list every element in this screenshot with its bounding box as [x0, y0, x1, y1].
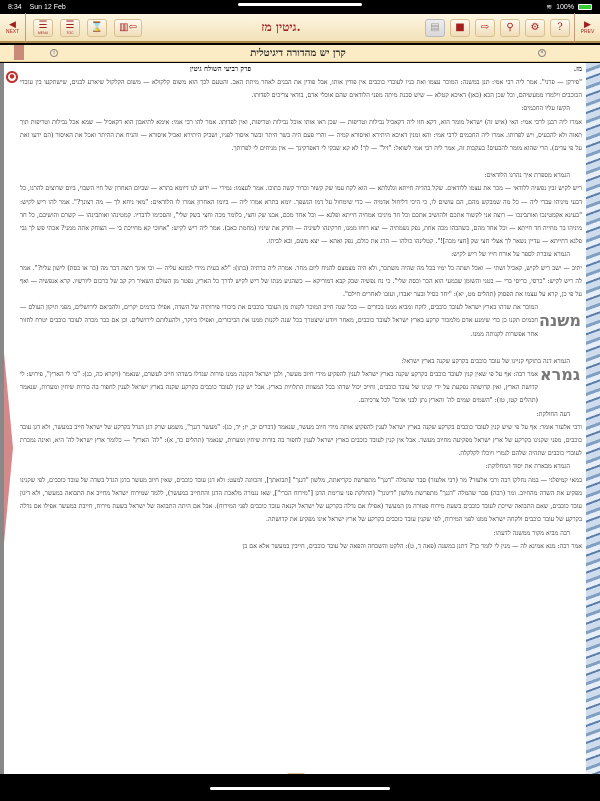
- close-icon[interactable]: ×: [538, 49, 546, 57]
- paragraph: אמרו ליה רבנן לרבי אמי: האי (איש זה) ישראל מומר הוא, דקא חזו ליה דקאכיל נבילות וטריפות — שכן ראו אותו אוכל נבילות וטריפות, ואין לפדותו. אמר להו רבי אמי: אימא לתיאבון הוא דקאכיל — שמא אכל נבילות וטריפות תוך תאוה ולא להכעיס, ויש לפדותו. אמרו ליה החכמים לרבי אמי: והא זמנין דאיכא היתירא ואיסורא קמיה — והרי פעם היה בשר היתר ובשר איסור לפניו, ושביק היתירא ואכיל איסורא — והניח את ההיתר ואכל את האיסור (הם ידעו זאת על פי עדים). הרי שהוא מומר להכעיס! בעקבות זה, אמר ליה רבי אמי לשואל: "זיל" — לך! לא קא שבקי לי דאפרקינך — אין מניחים לי לפרותך.: [20, 118, 582, 153]
- status-time: 8:34: [8, 3, 22, 11]
- bookmark-icon[interactable]: [14, 45, 24, 60]
- wifi-icon: ≋: [546, 4, 553, 11]
- gemara-section: [20, 365, 582, 408]
- paragraph: הגמרא עוברת לספר על אורח חייו של ריש לקיש:: [451, 251, 570, 259]
- right-triangle-icon: ▶: [584, 19, 591, 29]
- toc-label: TOC: [66, 30, 74, 35]
- status-date: Sun 12 Feb: [29, 3, 66, 11]
- mishna-label: משנה: [539, 311, 581, 331]
- prev-label: PREV: [580, 29, 595, 35]
- paragraph: ורבי אלעזר אומר: אף על פי שיש קנין לעובד כוכבים בקרקע שקנה בארץ ישראל לענין להפקיע אותה מידי חיוב מעשר, שנאמר (דברים יב, יז; יד, כג): "מעשר דגנך", משמע שרק דגן הגדל בקרקע של ישראל חייב במעשר, ולא דגן עובד כוכבים, מפני שקנינו בקרקע של ארץ ישראל מפקיעה מחיוב מעשר. אבל אין קנין לעובד כוכבים בארץ ישראל לענין לחפור בה בורות שיחין ומערות, שנאמר (תהלים כד, א): "לה' הארץ" — כלומר ארץ ישראל לה' היא, ואינה נמכרת לעובדי כוכבים שתהיה שלהם לגמרי ויוכלו לקלקלה.: [20, 423, 582, 458]
- status-bar: [0, 0, 600, 14]
- layout-button[interactable]: [425, 19, 445, 37]
- layout-icon: ▤: [430, 21, 440, 33]
- mishna-section: [20, 301, 582, 341]
- menu-label: MENU: [37, 30, 49, 35]
- gemara-intro: הגמרא דנה בתוקף קניינו של עובד כוכבים בקרקע שקנה בארץ ישראל:: [401, 357, 570, 365]
- paragraph: במאי קמיפלגי — במה נחלקו רבה ורבי אלעזר? מר (רבי אלעזר) סבר שהמלה "דגנך" מתפרשת כקריאתה, מלשון "דגנך" [תבואתך], והכוונה למעט: ולא דגן עובד כוכבים, שאין חיוב מעשר בדגן הגדל בשדה של עובד כוכבים, לפי שקנינו מפקיע את השדה מהחיוב. ומר (רבה) סבר שהמלה "דגנך" מתפרשת מלשון "דיגונך" (החלקת פני ערימת הדגן ["מירוח הכרי"], שאז נגמרה מלאכת הדגן והתחייב במעשר), ללמד שמירוח ישראל מחייב את התבואה במעשר, ולא דיגון עובד כוכבים, שאם התבואה שייכת לעובד כוכבים בשעת מירוח פטורה מן המעשר (אפילו אם גדלה בקרקע של ישראל וקנאה עובד כוכבים לפני המירוח). אבל אם היתה התבואה של ישראל בשעת מירוח, חייבת במעשר אפילו אם גדלה בקרקע של עובד כוכבים ולקחה ישראל ממנו לפני המירוח, לפי שקנין עובד כוכבים בקרקע של ארץ ישראל אינו מפקיע את קדושתה.: [20, 476, 582, 524]
- home-indicator[interactable]: [210, 787, 390, 790]
- multitask-indicator[interactable]: [238, 3, 362, 6]
- page-header: [20, 63, 582, 76]
- briefcase-button[interactable]: [450, 19, 470, 37]
- menu-icon: ☰: [38, 19, 48, 31]
- edition-banner: [0, 45, 600, 62]
- goto-button[interactable]: [475, 19, 495, 37]
- next-button[interactable]: [0, 13, 26, 42]
- paragraph: יתיב — ישב ריש לקיש, קאכיל ושתי — ואכל ושתה כל ימיו בכל מה שהיה משתכר, ולא היה מצמצם להניח ליום מחר. אמרה ליה ברתיה (בתו): "לא בעית מידי למזגא עליה — וכי אינך רוצה דבר מה (כר או כסת) לישון עליו?". אמר לה ריש לקיש: "כרסי, כריסי ברי — בטני והשומן שבמעי הוא הכר וכסת שלי". כי נח נפשיה שבק קבא דמוריקא — כשהגיע מנתו של ריש לקיש לדרך כל הארץ, נפטר מן העולם השאיר רק קב של כרכום ליורשיו. קרא אנפשיה — ואף על פי כן, קרא על עצמו את הפסוק (תהלים מט, יא): "יחד כסיל ובער יאבדו, ועזבו לאחרים חילם".: [20, 264, 582, 299]
- paragraph: ריש לקיש זבין נפשיה ללודאי — מכר את עצמו ללודאים. שקל בהדיה חייתא וגלגלתא — הוא לקח עמו שק קשור וכדור קשה בתוכו. אמר לעצמו: גמירי — ידוע לנו דיומא בתרא — שביום האחרון של חיי השבוי, ביום שרוצים להרגו, כל דבעי מיניהו עבדי ליה — כל מה שמבקש מהם, הם עושים לו, כי היכי דליחול אדמיה — כדי שימחול על דמו הנשפך. יומא בתרא אמרו ליה — ביומו האחרון אמרו לו הלודאים: "מאי ניחא לך — מה רצונך?". אמר להו ריש לקיש: "בעינא אקמטינכו ואותבינכו — רוצה אני לקשור אתכם ולהושיב אתכם וכל חד מיניכו אמחיה חייתא ופלגא — וכל אחד מכם, אכנו שק וחצי, כלומר מכה וחצי בשק שלי", והסכימו לדבריו. קמטינהו ואותבינהו — קשרם והושיבם, כל חד מיניהו בר מחייה חד חייתא — וכל אחד מהם, כשהכהו מכה אחת, נפק נשמתיה — יצא רוחו ממנו, חרקינהו לשיניה — וחרק את שיניו (מחמת כאב). אמר ליה ריש לקיש: "אחוכי קא מחייכת בי — הצוחק אתה ממני? אכתי פש לך גבי פלגא דחייתא — עדיין נשאר לך אצלי חצי שק [חצי מכה]!". קטלינהו כולהו — הרג את כולם, נפק ואתא — יצא משם, ובא לביתו.: [20, 185, 582, 246]
- toc-icon: ☰: [65, 19, 75, 31]
- split-view-icon: ▥⇦: [119, 21, 137, 33]
- toc-button[interactable]: [60, 19, 80, 37]
- paragraph: הקשו עליו החכמים:: [521, 105, 570, 113]
- paragraph: "פירקן — פרני". אמר ליה רבי אמי: תנן במשנה: המוכר עצמו ואת בניו לעובדי כוכבים אין פודין אותו, אבל פודין את הבנים לאחר מיתת האב. והטעם לכך הוא משום קלקולא — משום הקלקול שיארע לבנים, שישתקעו בין עובדי הכוכבים וילמדו ממעשיהם, וכל שכן הכא (כאן) דאיכא קטלא — שיש סכנת מיתה מפני הלודאים שהם אוכלי אדם, בודאי צריכים לפדותו.: [20, 79, 582, 100]
- page-settings-icon[interactable]: ●: [6, 71, 18, 83]
- paragraph: דעה החולקת:: [536, 410, 570, 418]
- page-title: גיטין מז.: [261, 20, 301, 34]
- history-button[interactable]: [87, 19, 107, 37]
- battery-percent: 100%: [556, 3, 574, 11]
- info-icon[interactable]: i: [50, 49, 58, 57]
- decorative-margin: [586, 63, 600, 774]
- settings-icon: ⚙: [530, 21, 540, 33]
- settings-button[interactable]: [525, 19, 545, 37]
- toolbar: [0, 14, 600, 43]
- paragraph: אמר רבה: אף על פי שאין קנין לעובד כוכבים בקרקע שקנה בארץ ישראל לענין להפקיע מידי חיוב מעשר, ולכן ישראל הקונה ממנו פירות שגדלו בשדהו חייב לעשרם, שנאמר (ויקרא כה, כג): "כי לי הארץ", פירוש: לי קדושת הארץ, ואין קדושתה נפקעת על ידי קנינו של עובד כוכבים, וחייב יכול שדהו בכל המצוות התלויות בארץ. אבל יש קנין לעובד כוכבים בקרקע שקנה בארץ ישראל לענין לחפור בה בורות שיחין ומערות, שנאמר (תהלים קטו, טז): "השמים שמים לה' והארץ נתן לבני אדם" לכל צרכיהם.: [20, 371, 538, 405]
- next-label: NEXT: [5, 29, 20, 35]
- daf-label: מז.: [573, 65, 582, 73]
- side-panel-tab[interactable]: [4, 353, 13, 543]
- edition-title: קרן יש מהדורה דיגיטלית: [250, 47, 346, 59]
- paragraph: אמר רבה: מנא אמינא לה — מנין לי לומר כך? דתנן במשנה (פאה ד, ט): הלקט והשכחה והפאה של עובד כוכבים, חייבין במעשר אלא אם כן: [242, 542, 582, 550]
- help-button[interactable]: [550, 19, 570, 37]
- split-view-button[interactable]: [114, 19, 142, 37]
- paragraph: רבה מביא מקור ממשנה לדעתו:: [493, 529, 570, 537]
- prev-button[interactable]: [574, 13, 600, 42]
- chapter-header: פרק רביעי השולח גיטין: [190, 65, 252, 73]
- mishna-text: המוכר את שדהו בארץ ישראל לעובד כוכבים, לוקח ומביא ממנו בכורים — בכל שנה חייב המוכר לקנות מן העובד כוכבים את ביכורי פירותיה של השדה, אפילו ברמים יקרים, ולהביאם לירושלים, מפני תיקון העולם — חכמים תקנו כן כדי שימנע אדם מלמכור קרקע בארץ ישראל לעובד כוכבים, מאחר ויודע שיצטרך בכל שנה לקנות ממנו את הביכורים, ואפילו ביוקר, ולהעלותם לירושלים. וכן אם כבר מכרה לעובד כוכבים יטרח לחזור אחר אפשרות לקנותה ממנו.: [20, 304, 538, 338]
- talmud-page: [0, 63, 600, 774]
- left-triangle-icon: ◀: [9, 19, 16, 29]
- search-button[interactable]: [500, 19, 520, 37]
- hourglass-icon: ⌛: [90, 21, 104, 33]
- battery-icon: [578, 4, 592, 10]
- home-bar: [0, 774, 600, 801]
- help-icon: ?: [557, 21, 563, 33]
- page-content: [20, 63, 582, 553]
- menu-button[interactable]: [33, 19, 53, 37]
- paragraph: הגמרא מבארת את יסוד המחלוקת:: [485, 463, 570, 471]
- gemara-label: גמרא: [539, 365, 580, 385]
- paragraph: הגמרא מספרת איך נהרגו הלודאים:: [484, 172, 570, 180]
- briefcase-icon: ■: [455, 21, 465, 33]
- forward-arrow-icon: ⇨: [480, 21, 490, 33]
- search-icon: ⚲: [506, 21, 514, 33]
